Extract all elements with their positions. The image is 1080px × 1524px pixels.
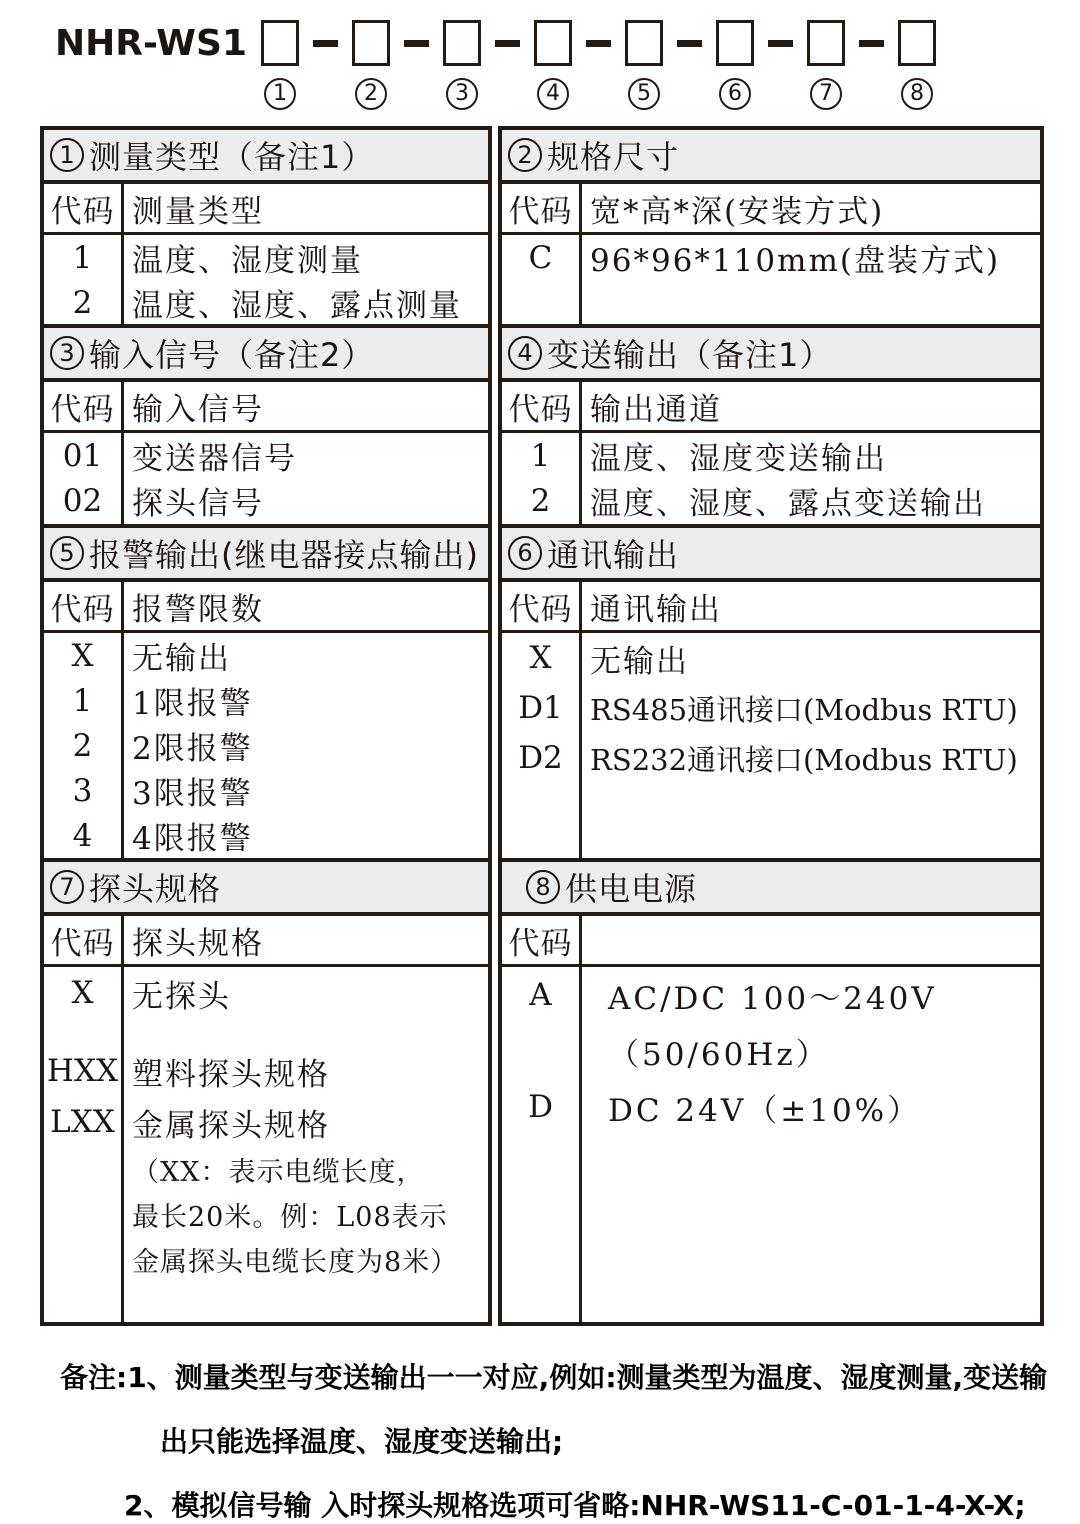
section-title: 通讯输出 [547,536,680,574]
probe-note-line: （XX：表示电缆长度， [132,1157,425,1188]
code-cell: X [71,975,94,1011]
position-number-4: 4 [537,78,569,110]
column-header-row [44,916,488,967]
code-cell: X [71,637,94,674]
desc-cell: 金属探头规格 [132,1107,330,1144]
code-cell: 3 [72,772,93,809]
section-title: 输入信号（备注2） [89,336,375,374]
desc-cell: 4限报警 [132,821,253,857]
selection-table [40,126,1044,1326]
desc-cell: 温度、湿度变送输出 [590,441,887,477]
section-input-signal [40,324,492,528]
desc-cell: （50/60Hz） [608,1036,830,1073]
desc-cell: 变送器信号 [132,441,297,477]
model-box-1 [261,20,299,66]
section-number-icon: 4 [508,336,542,370]
section-body [502,967,1040,1322]
note-line-3: 2、模拟信号输 入时探头规格选项可省略:NHR-WS11-C-01-1-4-X-X; [124,1489,1026,1522]
code-column-header: 代码 [502,582,582,630]
model-position-4 [532,20,574,110]
section-body [44,433,488,524]
section-alarm-output [40,524,492,862]
code-column-header: 代码 [502,382,582,430]
code-cell: HXX [46,1053,119,1089]
section-power-supply-header [502,862,1040,916]
column-header-row [44,582,488,633]
code-column-header: 代码 [44,916,124,964]
code-cell: 2 [530,482,551,519]
section-body [502,235,1040,324]
footnotes [60,1356,1080,1524]
section-title: 报警输出(继电器接点输出) [89,536,479,574]
section-body [502,633,1040,858]
model-box-3 [443,20,481,66]
code-cell: 1 [72,239,93,276]
dash-separator [404,40,429,47]
desc-column-header: 探头规格 [132,925,264,962]
model-position-2 [350,20,392,110]
section-number-icon: 8 [526,870,560,904]
desc-cell: 3限报警 [132,776,253,812]
code-cell: D2 [518,740,563,776]
probe-note-line: 最长20米。例：L08表示 [132,1202,448,1233]
desc-column-header [582,916,1040,964]
section-probe-spec [40,858,492,1326]
note-line-1: 备注:1、测量类型与变送输出一一对应,例如:测量类型为温度、湿度测量,变送输 [60,1361,1048,1394]
code-cell: 2 [72,727,93,764]
desc-cell: 1限报警 [132,686,253,722]
model-position-7 [805,20,847,110]
dash-separator [586,40,611,47]
model-box-8 [898,20,936,66]
section-transmit-output [498,324,1044,528]
desc-column-header: 测量类型 [132,193,264,230]
desc-column-header: 输入信号 [132,391,264,428]
column-header-row [502,382,1040,433]
desc-cell: 温度、湿度测量 [132,243,363,279]
code-cell: D1 [518,690,563,726]
model-position-5 [623,20,665,110]
desc-column-header: 宽*高*深(安装方式) [590,193,885,230]
position-number-7: 7 [810,78,842,110]
section-dimensions [498,126,1044,328]
code-cell [502,1023,579,1079]
desc-column-header: 通讯输出 [590,591,722,628]
model-position-8 [896,20,938,110]
desc-cell: 探头信号 [132,486,264,522]
desc-cell: 无输出 [590,643,689,680]
code-cell: 2 [72,284,93,321]
section-body [44,967,488,1322]
desc-cell: 无输出 [132,641,231,677]
code-column-header: 代码 [44,382,124,430]
model-position-1 [259,20,301,110]
section-number-icon: 2 [508,138,542,172]
dash-separator [859,40,884,47]
code-cell: 01 [62,437,103,474]
section-measurement-type-header [44,130,488,184]
desc-column-header: 报警限数 [132,591,264,628]
desc-cell: 无探头 [132,978,231,1015]
code-cell: C [528,239,553,276]
section-body [44,633,488,858]
section-body [44,235,488,324]
desc-cell: DC 24V（±10%） [608,1092,922,1129]
model-box-7 [807,20,845,66]
dash-separator [313,40,338,47]
section-title: 规格尺寸 [547,138,680,176]
section-communication-output-header [502,528,1040,582]
model-prefix: NHR-WS1 [55,23,247,64]
dash-separator [677,40,702,47]
code-cell: 1 [72,682,93,719]
section-alarm-output-header [44,528,488,582]
model-box-2 [352,20,390,66]
desc-column-header: 输出通道 [590,391,722,428]
section-measurement-type [40,126,492,328]
code-cell: 4 [72,817,93,854]
section-number-icon: 1 [50,138,84,172]
model-box-5 [625,20,663,66]
section-number-icon: 5 [50,536,84,570]
code-cell: 1 [530,437,551,474]
code-cell: A [529,977,552,1013]
section-body [502,433,1040,524]
code-column-header: 代码 [44,184,124,232]
section-title: 探头规格 [89,870,222,908]
column-header-row [502,582,1040,633]
section-title: 测量类型（备注1） [89,138,375,176]
table-left-column [40,126,492,1326]
column-header-row [44,382,488,433]
model-box-6 [716,20,754,66]
position-number-2: 2 [355,78,387,110]
column-header-row [502,184,1040,235]
code-cell: X [529,640,552,676]
desc-cell: 96*96*110mm(盘装方式) [590,243,1001,279]
code-cell: LXX [50,1104,115,1140]
section-dimensions-header [502,130,1040,184]
table-right-column [498,126,1044,1326]
probe-note-line: 金属探头电缆长度为8米） [132,1247,459,1278]
code-cell: D [528,1089,553,1125]
desc-cell: 2限报警 [132,731,253,767]
desc-cell: RS232通讯接口(Modbus RTU) [590,742,1018,777]
code-column-header: 代码 [44,582,124,630]
position-number-8: 8 [901,78,933,110]
section-probe-spec-header [44,862,488,916]
desc-cell: RS485通讯接口(Modbus RTU) [590,692,1018,727]
desc-cell: 塑料探头规格 [132,1056,330,1093]
dash-separator [495,40,520,47]
code-column-header: 代码 [502,184,582,232]
section-transmit-output-header [502,328,1040,382]
model-box-4 [534,20,572,66]
position-number-3: 3 [446,78,478,110]
model-position-3 [441,20,483,110]
section-number-icon: 7 [50,870,84,904]
note-line-2: 出只能选择温度、湿度变送输出; [160,1425,564,1458]
section-number-icon: 6 [508,536,542,570]
position-number-6: 6 [719,78,751,110]
dash-separator [768,40,793,47]
desc-cell: 温度、湿度、露点变送输出 [590,486,986,522]
column-header-row [502,916,1040,967]
section-power-supply [498,858,1044,1326]
position-number-1: 1 [264,78,296,110]
desc-cell: 温度、湿度、露点测量 [132,288,462,324]
column-header-row [44,184,488,235]
code-column-header: 代码 [502,916,582,964]
model-number-row [0,0,1080,110]
desc-cell: AC/DC 100～240V [608,980,937,1017]
code-cell: 02 [62,482,103,519]
position-number-5: 5 [628,78,660,110]
model-position-6 [714,20,756,110]
section-title: 变送输出（备注1） [547,336,833,374]
section-title: 供电电源 [565,870,698,908]
section-communication-output [498,524,1044,862]
section-input-signal-header [44,328,488,382]
section-number-icon: 3 [50,336,84,370]
